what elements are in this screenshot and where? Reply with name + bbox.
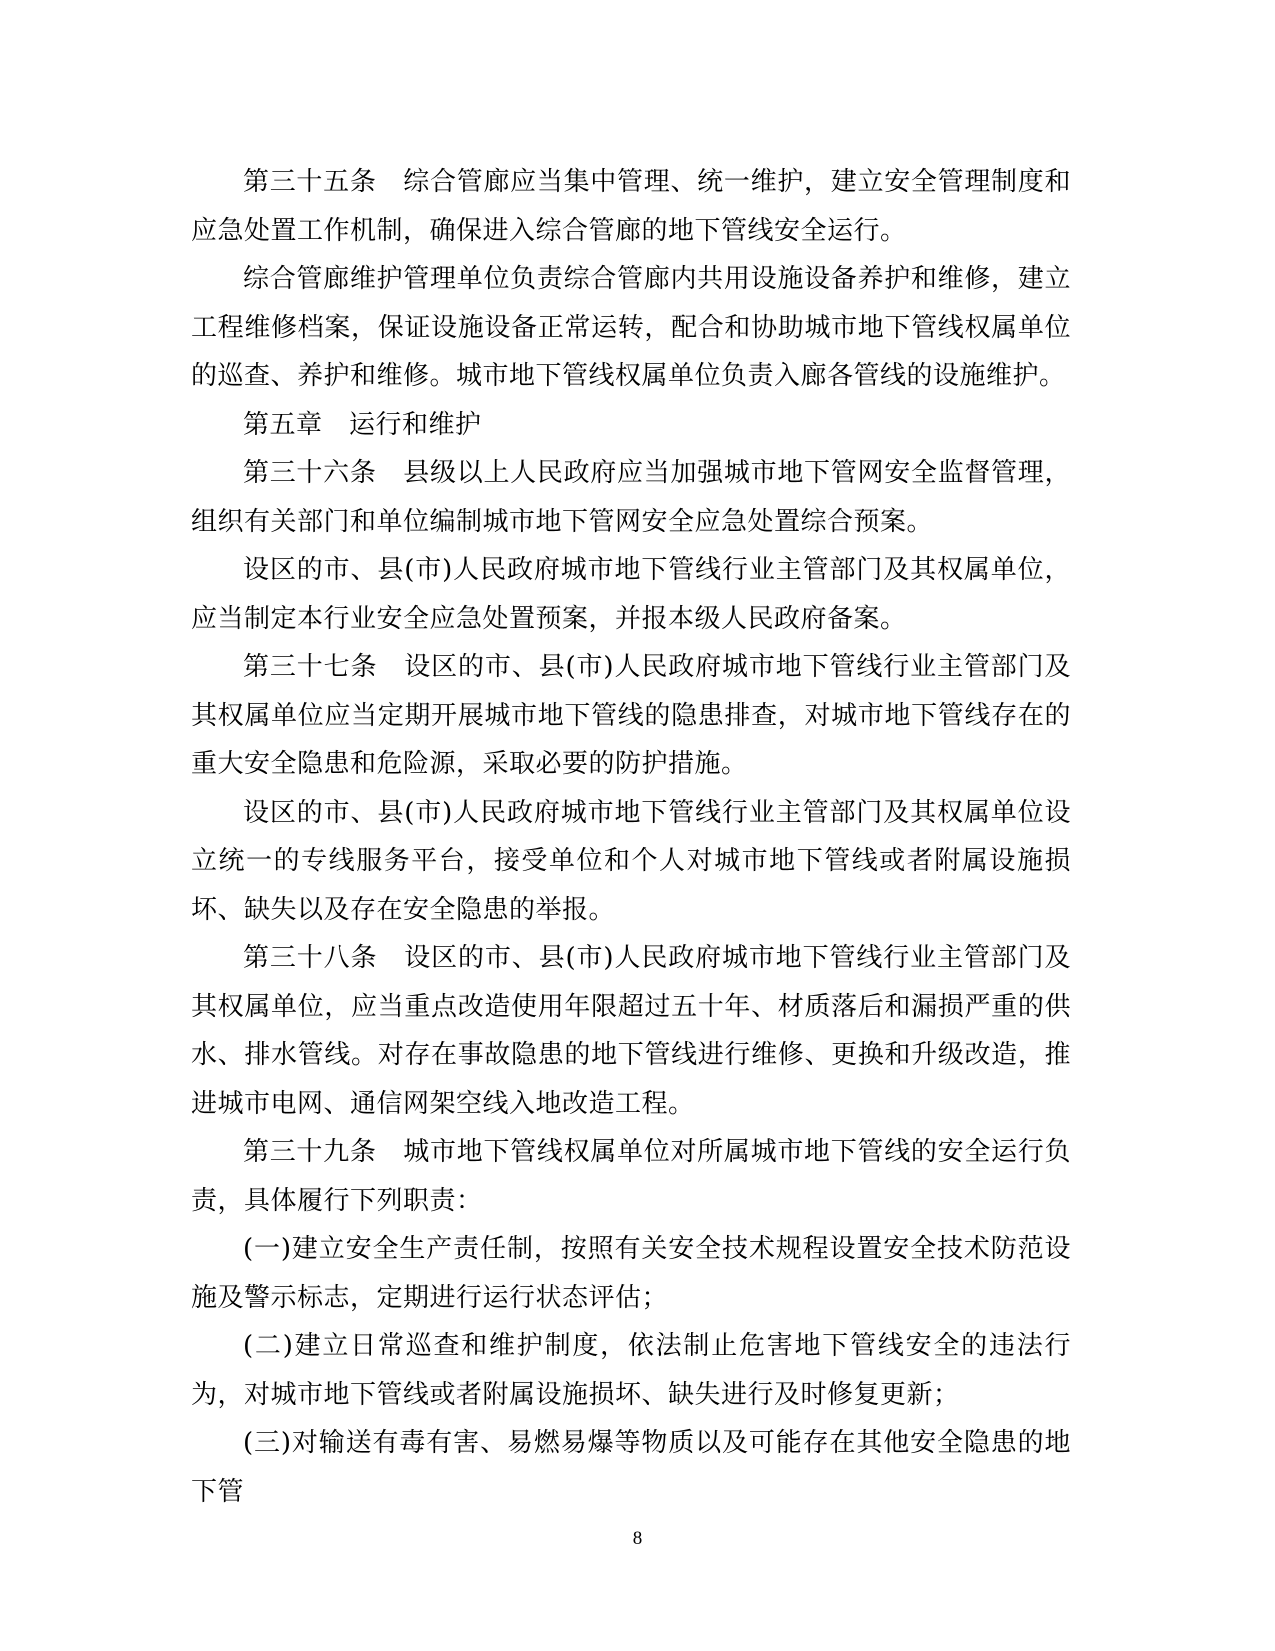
paragraph-corridor-maintenance: 综合管廊维护管理单位负责综合管廊内共用设施设备养护和维修，建立工程维修档案，保证设施设备正常运转，配合和协助城市地下管线权属单位的巡查、养护和维修。城市地下管线权属单位负责入廊各管线的设施维护。 [191,264,1071,391]
page-number: 8 [632,1528,643,1549]
paragraph-article-35: 第三十五条 综合管廊应当集中管理、统一维护，建立安全管理制度和应急处置工作机制，确保进入综合管廊的地下管线安全运行。 [191,167,1071,246]
paragraph-article-37: 第三十七条 设区的市、县(市)人民政府城市地下管线行业主管部门及其权属单位应当定期开展城市地下管线的隐患排查，对城市地下管线存在的重大安全隐患和危险源，采取必要的防护措施。 [191,652,1071,779]
list-item-3: (三)对输送有毒有害、易燃易爆等物质以及可能存在其他安全隐患的地下管 [191,1428,1071,1507]
paragraph-article-36: 第三十六条 县级以上人民政府应当加强城市地下管网安全监督管理，组织有关部门和单位编制城市地下管网安全应急处置综合预案。 [191,458,1071,537]
document-body [191,158,1071,1516]
chapter-heading: 第五章 运行和维护 [243,409,482,440]
list-item-2: (二)建立日常巡查和维护制度，依法制止危害地下管线安全的违法行为，对城市地下管线或者附属设施损坏、缺失进行及时修复更新； [191,1331,1071,1410]
paragraph-service-platform: 设区的市、县(市)人民政府城市地下管线行业主管部门及其权属单位设立统一的专线服务平台，接受单位和个人对城市地下管线或者附属设施损坏、缺失以及存在安全隐患的举报。 [191,797,1071,925]
paragraph-article-38: 第三十八条 设区的市、县(市)人民政府城市地下管线行业主管部门及其权属单位，应当重点改造使用年限超过五十年、材质落后和漏损严重的供水、排水管线。对存在事故隐患的地下管线进行维修、更换和升级改造，推进城市电网、通信网架空线入地改造工程。 [191,943,1071,1119]
list-item-1: (一)建立安全生产责任制，按照有关安全技术规程设置安全技术防范设施及警示标志，定期进行运行状态评估； [191,1234,1071,1313]
paragraph-emergency-plan: 设区的市、县(市)人民政府城市地下管线行业主管部门及其权属单位，应当制定本行业安全应急处置预案，并报本级人民政府备案。 [191,555,1071,634]
paragraph-article-39: 第三十九条 城市地下管线权属单位对所属城市地下管线的安全运行负责，具体履行下列职责： [191,1137,1071,1216]
